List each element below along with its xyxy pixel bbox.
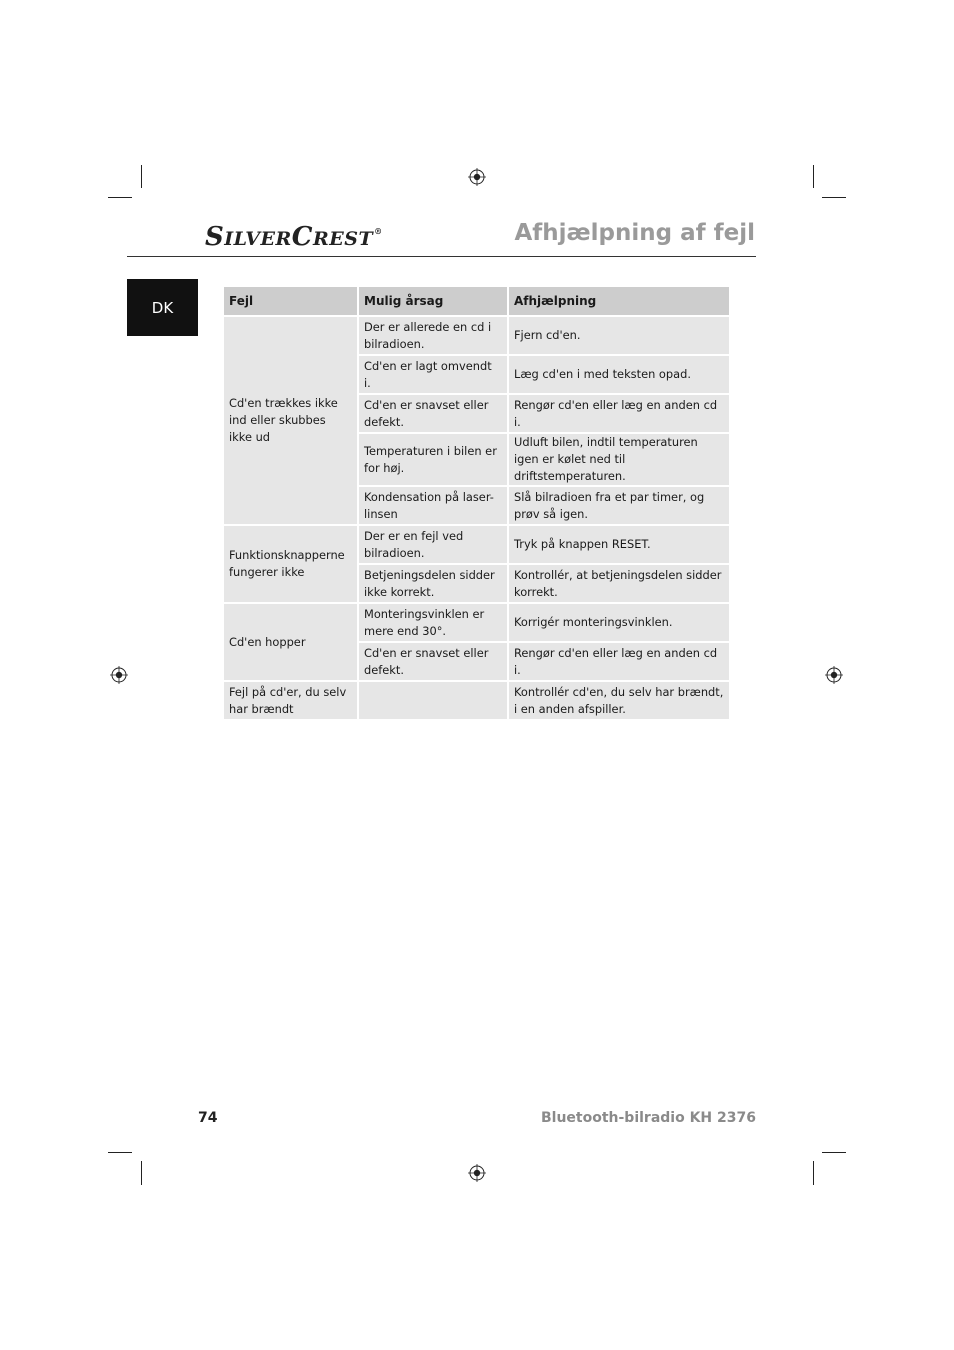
cause-cell: Monteringsvinklen er mere end 30°. bbox=[358, 603, 508, 642]
crop-mark bbox=[108, 1152, 132, 1153]
table-row bbox=[223, 681, 730, 720]
crop-mark bbox=[813, 165, 814, 188]
crop-mark bbox=[822, 1152, 846, 1153]
cause-cell: Cd'en er snavset eller defekt. bbox=[358, 394, 508, 433]
language-tab bbox=[127, 279, 198, 336]
remedy-cell: Fjern cd'en. bbox=[508, 316, 730, 355]
column-header-remedy: Afhjælpning bbox=[508, 286, 730, 316]
registration-mark-icon bbox=[110, 666, 128, 684]
problem-cell: Funktionsknapperne fungerer ikke bbox=[223, 525, 358, 603]
page-number: 74 bbox=[198, 1110, 218, 1126]
registration-mark-icon bbox=[468, 1164, 486, 1182]
crop-mark bbox=[108, 197, 132, 198]
remedy-cell: Tryk på knappen RESET. bbox=[508, 525, 730, 564]
remedy-cell: Slå bilradioen fra et par timer, og prøv så igen. bbox=[508, 486, 730, 525]
page-title: Afhjælpning af fejl bbox=[514, 220, 755, 246]
remedy-cell: Læg cd'en i med teksten opad. bbox=[508, 355, 730, 394]
crop-mark bbox=[813, 1161, 814, 1185]
cause-cell: Cd'en er lagt omvendt i. bbox=[358, 355, 508, 394]
cause-cell: Der er en fejl ved bilradioen. bbox=[358, 525, 508, 564]
column-header-cause: Mulig årsag bbox=[358, 286, 508, 316]
column-header-fejl: Fejl bbox=[223, 286, 358, 316]
cause-cell: Kondensation på laser-linsen bbox=[358, 486, 508, 525]
remedy-cell: Rengør cd'en eller læg en anden cd i. bbox=[508, 394, 730, 433]
crop-mark bbox=[141, 165, 142, 188]
cause-cell: Cd'en er snavset eller defekt. bbox=[358, 642, 508, 681]
troubleshooting-table bbox=[222, 285, 731, 721]
cause-cell: Temperaturen i bilen er for høj. bbox=[358, 433, 508, 486]
product-name: Bluetooth-bilradio KH 2376 bbox=[540, 1110, 756, 1126]
crop-mark bbox=[141, 1161, 142, 1185]
table-row bbox=[223, 316, 730, 355]
crop-mark bbox=[822, 197, 846, 198]
remedy-cell: Rengør cd'en eller læg en anden cd i. bbox=[508, 642, 730, 681]
header-divider bbox=[127, 256, 756, 257]
remedy-cell: Korrigér monteringsvinklen. bbox=[508, 603, 730, 642]
cause-cell: Betjeningsdelen sidder ikke korrekt. bbox=[358, 564, 508, 603]
remedy-cell: Kontrollér cd'en, du selv har brændt, i en anden afspiller. bbox=[508, 681, 730, 720]
table-header-row bbox=[223, 286, 730, 316]
registration-mark-icon bbox=[825, 666, 843, 684]
registration-mark-icon bbox=[468, 168, 486, 186]
table-row bbox=[223, 525, 730, 564]
brand-logo: SILVERCREST® bbox=[205, 222, 383, 252]
problem-cell: Fejl på cd'er, du selv har brændt bbox=[223, 681, 358, 720]
language-tab-label: DK bbox=[151, 298, 174, 317]
remedy-cell: Udluft bilen, indtil temperaturen igen er kølet ned til driftstemperaturen. bbox=[508, 433, 730, 486]
remedy-cell: Kontrollér, at betjeningsdelen sidder korrekt. bbox=[508, 564, 730, 603]
cause-cell: Der er allerede en cd i bilradioen. bbox=[358, 316, 508, 355]
table-row bbox=[223, 603, 730, 642]
cause-cell bbox=[358, 681, 508, 720]
problem-cell: Cd'en trækkes ikke ind eller skubbes ikke ud bbox=[223, 316, 358, 525]
problem-cell: Cd'en hopper bbox=[223, 603, 358, 681]
